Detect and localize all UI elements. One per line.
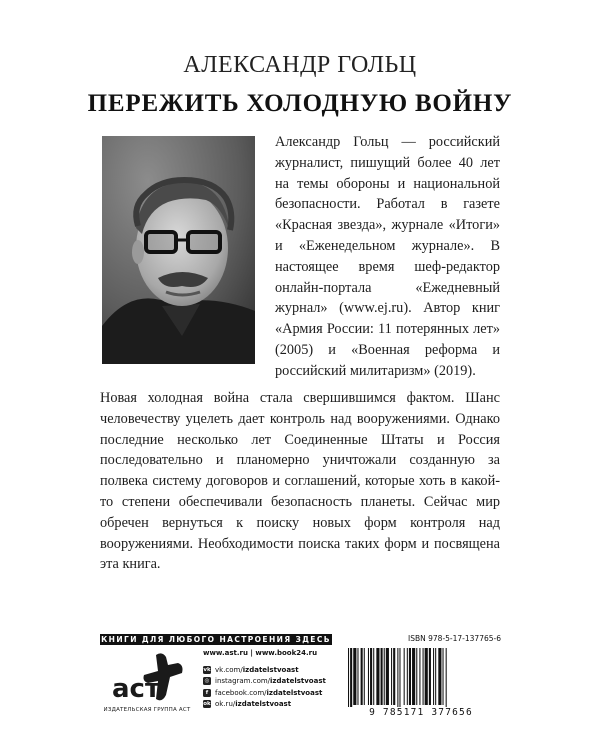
author-name: АЛЕКСАНДР ГОЛЬЦ bbox=[183, 52, 417, 78]
social-prefix: facebook.com/ bbox=[215, 688, 267, 697]
social-account: izdatelstvoast bbox=[242, 665, 299, 674]
barcode-bar bbox=[446, 648, 447, 710]
barcode-digits: 9 785171 377656 bbox=[340, 707, 502, 718]
barcode-bar bbox=[435, 648, 436, 705]
social-prefix: vk.com/ bbox=[215, 665, 243, 674]
barcode-bar bbox=[393, 648, 395, 705]
social-link-odnoklassniki[interactable] bbox=[203, 699, 343, 711]
vk-icon: vk bbox=[203, 666, 211, 673]
social-links bbox=[203, 664, 343, 710]
social-link-vk[interactable] bbox=[203, 664, 343, 676]
barcode-bar bbox=[409, 648, 411, 705]
book-blurb: Новая холодная война стала свершившимся фактом. Шанс человечеству уцелеть дает контроль над вооружениями. Однако последние несколько лет Соединенные Штаты и Россия последовательно и планомерно уничтожали созданную за полвека систему договоров и соглашений, которые хоть в какой-то степени обеспечивали безопасность планеты. Сейчас мир обречен вернуться к поиску новых форм контроля над вооружениями. Необходимости поиска таких форм и посвящена эта книга. bbox=[100, 390, 500, 573]
social-account: izdatelstvoast bbox=[235, 700, 292, 709]
barcode-bar bbox=[384, 648, 385, 705]
ast-logo bbox=[104, 651, 186, 707]
barcode-bar bbox=[404, 648, 405, 705]
barcode-bar bbox=[443, 648, 444, 705]
social-link-instagram[interactable] bbox=[203, 676, 343, 688]
barcode-bar bbox=[407, 648, 408, 705]
barcode-bar bbox=[416, 648, 417, 705]
author-bio: Александр Гольц — российский журналист, пишущий более 40 лет на темы обороны и национальной безопасности. Работал в газете «Красная звезда», журнале «Итоги» и «Еженедельном журнале». В настоящее время шеф-редактор онлайн-портала «Ежедневный журнал» (www.ej.ru). Автор книг «Армия России: 11 потерянных лет» (2005) и «Военная реформа и российский милитаризм» (2019). bbox=[275, 134, 500, 379]
barcode-bar bbox=[425, 648, 428, 705]
publisher-caption: ИЗДАТЕЛЬСКАЯ ГРУППА АСТ bbox=[103, 707, 191, 713]
barcode-bar bbox=[399, 648, 400, 710]
barcode-bar bbox=[368, 648, 369, 705]
barcode-bar bbox=[350, 648, 352, 710]
barcode-bar bbox=[391, 648, 392, 705]
book-title: ПЕРЕЖИТЬ ХОЛОДНУЮ ВОЙНУ bbox=[87, 90, 513, 117]
barcode-bar bbox=[370, 648, 372, 705]
isbn: ISBN 978-5-17-137765-6 bbox=[408, 634, 501, 643]
ast-logo-text: аст bbox=[112, 674, 161, 704]
barcode-bar bbox=[348, 648, 349, 710]
barcode-bar bbox=[438, 648, 441, 705]
barcode-bar bbox=[364, 648, 365, 705]
barcode-bar bbox=[381, 648, 383, 705]
barcode-bar bbox=[397, 648, 398, 710]
barcode-bar bbox=[433, 648, 434, 705]
social-account: izdatelstvoast bbox=[266, 688, 323, 697]
web-links[interactable]: www.ast.ru | www.book24.ru bbox=[203, 649, 318, 657]
barcode-bar bbox=[423, 648, 424, 705]
barcode-bar bbox=[373, 648, 374, 705]
facebook-icon: f bbox=[203, 689, 211, 697]
barcode-bar bbox=[386, 648, 389, 705]
odnoklassniki-icon: ok bbox=[203, 701, 211, 708]
instagram-icon: ◎ bbox=[204, 678, 210, 685]
barcode bbox=[340, 648, 502, 710]
social-account: izdatelstvoast bbox=[270, 677, 326, 686]
barcode-bar bbox=[429, 648, 431, 705]
barcode-bar bbox=[376, 648, 379, 705]
publisher-tagline: КНИГИ ДЛЯ ЛЮБОГО НАСТРОЕНИЯ ЗДЕСЬ bbox=[101, 635, 331, 644]
barcode-bar bbox=[353, 648, 356, 705]
social-prefix: ok.ru/ bbox=[215, 700, 236, 709]
social-prefix: instagram.com/ bbox=[215, 677, 271, 686]
barcode-bar bbox=[361, 648, 363, 705]
social-link-facebook[interactable] bbox=[203, 687, 343, 699]
author-photo bbox=[102, 136, 255, 364]
barcode-bar bbox=[419, 648, 420, 705]
barcode-bar bbox=[357, 648, 358, 705]
barcode-bar bbox=[412, 648, 415, 705]
